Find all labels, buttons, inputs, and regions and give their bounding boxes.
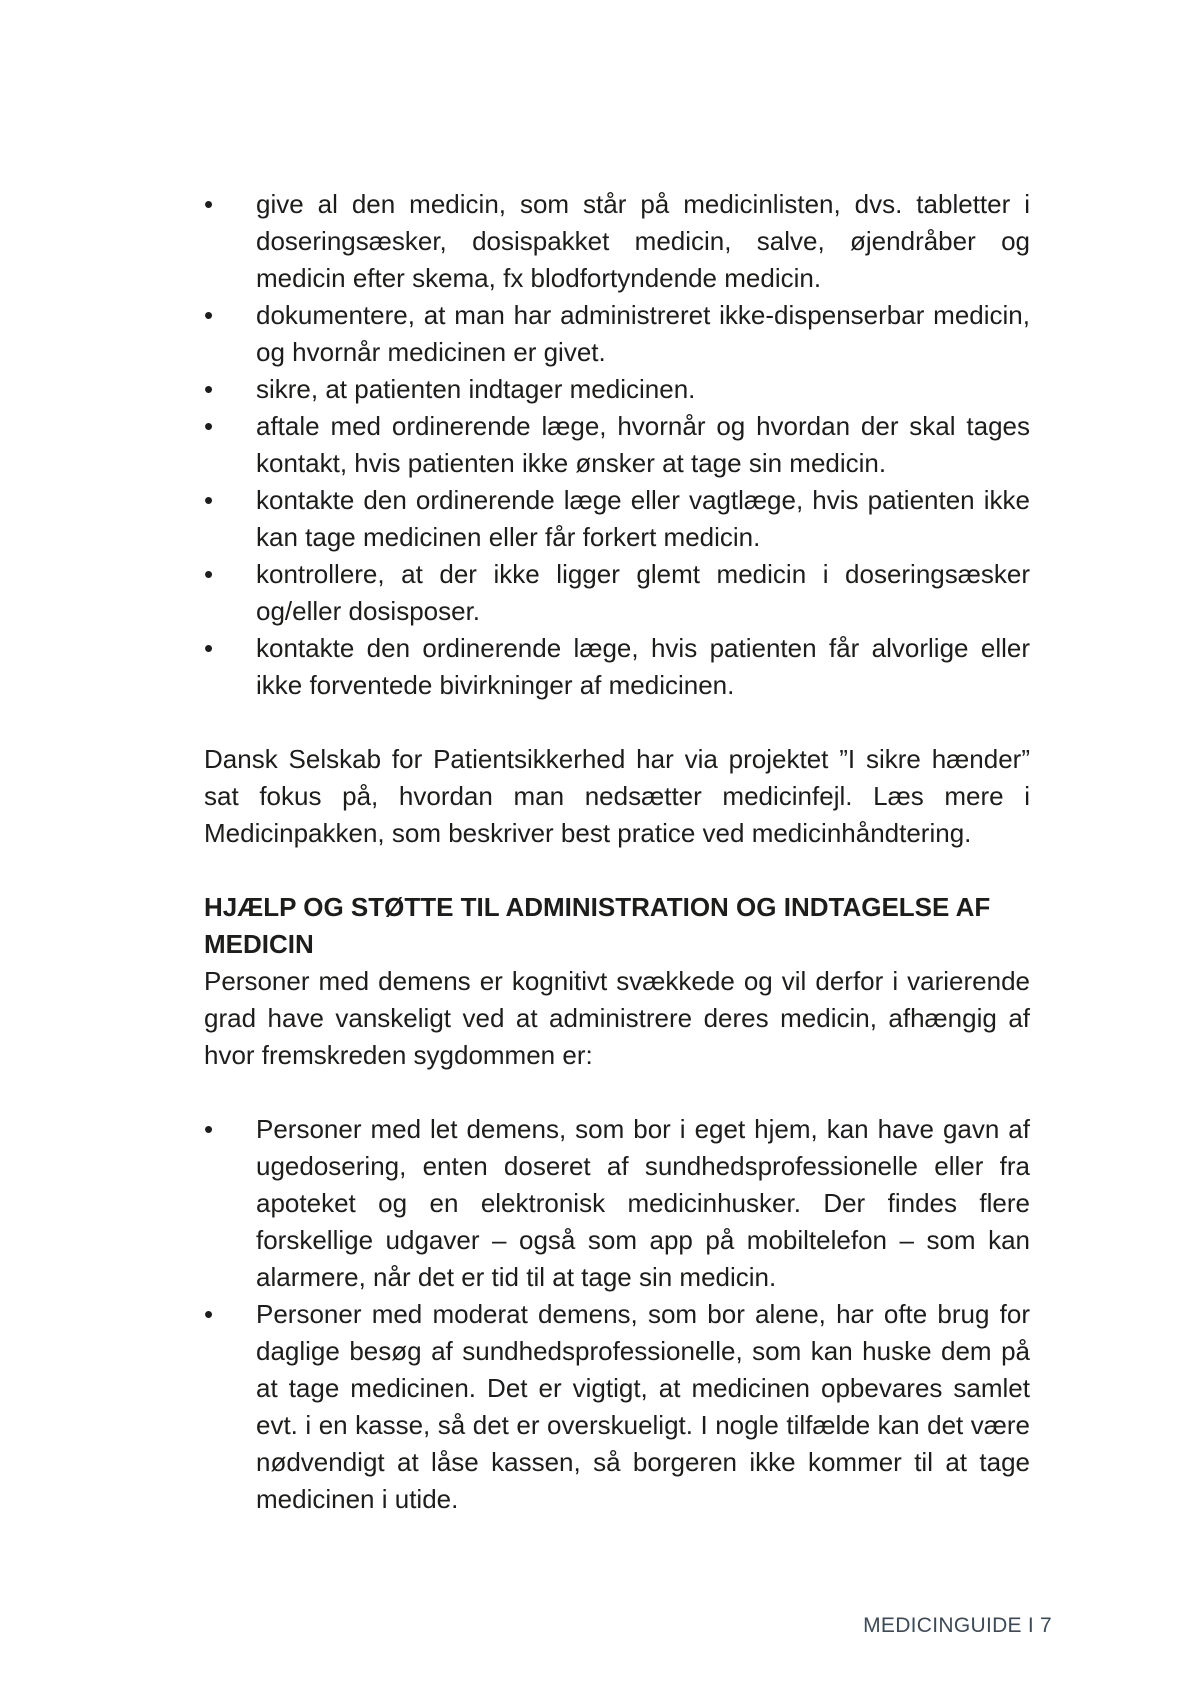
bullet-marker: • <box>204 189 214 219</box>
list-item <box>204 186 1030 297</box>
bullet-marker: • <box>204 300 214 330</box>
bullet-marker: • <box>204 411 214 441</box>
bullet-marker: • <box>204 633 214 663</box>
footer-separator: I <box>1027 1614 1035 1637</box>
list-item <box>204 630 1030 704</box>
list-item-text: give al den medicin, som står på medicinlisten, dvs. tabletter i doseringsæsker, dosispakket medicin, salve, øjendråber og medicin efter skema, fx blodfortyndende medicin. <box>256 189 1030 293</box>
list-item-text: dokumentere, at man har administreret ikke-dispenserbar medicin, og hvornår medicinen er givet. <box>256 300 1030 367</box>
bullet-marker: • <box>204 1299 214 1329</box>
bullet-marker: • <box>204 1114 214 1144</box>
body-paragraph: Dansk Selskab for Patientsikkerhed har via projektet ”I sikre hænder” sat fokus på, hvordan man nedsætter medicinfejl. Læs mere i Medicinpakken, som beskriver best pratice ved medicinhåndtering. <box>204 744 1030 848</box>
bullet-marker: • <box>204 559 214 589</box>
page-content <box>204 186 1030 1518</box>
list-item <box>204 1111 1030 1296</box>
list-item <box>204 408 1030 482</box>
list-item-text: Personer med let demens, som bor i eget hjem, kan have gavn af ugedosering, enten doseret af sundhedsprofessionelle eller fra apoteket og en elektronisk medicinhusker. Der findes flere forskellige udgaver – også som app på mobiltelefon – som kan alarmere, når det er tid til at tage sin medicin. <box>256 1114 1030 1292</box>
list-item-text: kontakte den ordinerende læge, hvis patienten får alvorlige eller ikke forventede bivirkninger af medicinen. <box>256 633 1030 700</box>
responsibility-list <box>204 186 1030 704</box>
dementia-support-list <box>204 1111 1030 1518</box>
list-item-text: sikre, at patienten indtager medicinen. <box>256 374 696 404</box>
bullet-marker: • <box>204 485 214 515</box>
spacer <box>204 852 1030 889</box>
list-item <box>204 556 1030 630</box>
list-item <box>204 482 1030 556</box>
page-number: 7 <box>1040 1614 1052 1637</box>
list-item-text: Personer med moderat demens, som bor alene, har ofte brug for daglige besøg af sundhedsprofessionelle, som kan huske dem på at tage medicinen. Det er vigtigt, at medicinen opbevares samlet evt. i en kasse, så det er overskueligt. I nogle tilfælde kan det være nødvendigt at låse kassen, så borgeren ikke kommer til at tage medicinen i utide. <box>256 1299 1030 1514</box>
list-item-text: kontakte den ordinerende læge eller vagtlæge, hvis patienten ikke kan tage medicinen eller får forkert medicin. <box>256 485 1030 552</box>
page-footer <box>863 1614 1052 1638</box>
list-item <box>204 297 1030 371</box>
footer-title: MEDICINGUIDE <box>863 1614 1022 1637</box>
spacer <box>204 1074 1030 1111</box>
list-item <box>204 1296 1030 1518</box>
bullet-marker: • <box>204 374 214 404</box>
list-item <box>204 371 1030 408</box>
list-item-text: aftale med ordinerende læge, hvornår og hvordan der skal tages kontakt, hvis patienten ikke ønsker at tage sin medicin. <box>256 411 1030 478</box>
section-heading: HJÆLP OG STØTTE TIL ADMINISTRATION OG INDTAGELSE AF MEDICIN <box>204 892 991 959</box>
spacer <box>204 704 1030 741</box>
body-paragraph: Personer med demens er kognitivt svækkede og vil derfor i varierende grad have vanskeligt ved at administrere deres medicin, afhængig af hvor fremskreden sygdommen er: <box>204 966 1030 1070</box>
list-item-text: kontrollere, at der ikke ligger glemt medicin i doseringsæsker og/eller dosisposer. <box>256 559 1030 626</box>
